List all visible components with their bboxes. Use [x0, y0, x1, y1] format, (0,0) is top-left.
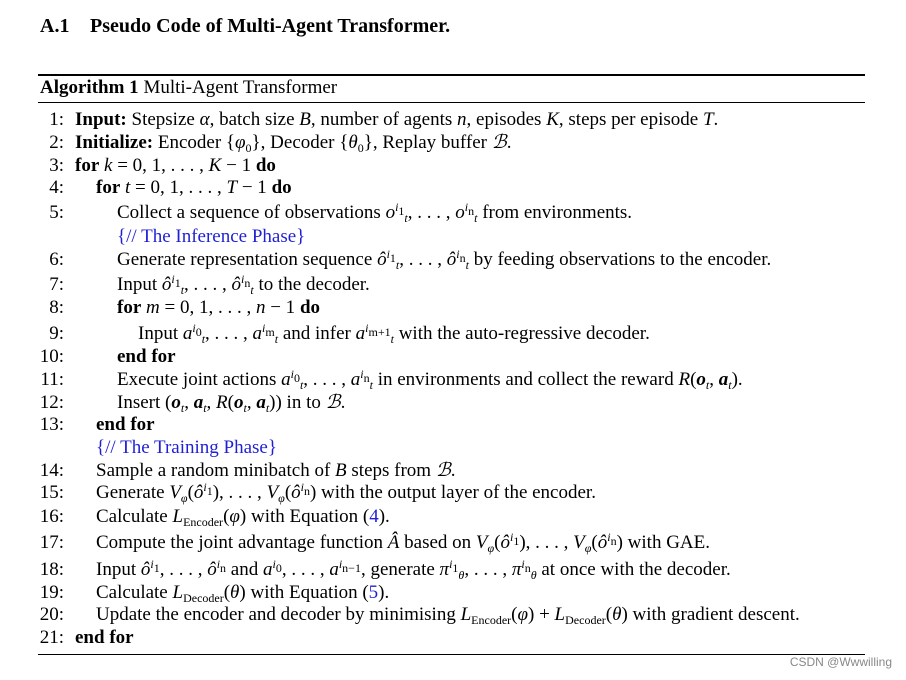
line-number: 17: — [39, 532, 64, 553]
line-number: 9: — [49, 323, 64, 344]
watermark: CSDN @Wwwilling — [789, 655, 892, 669]
line-number: 21: — [39, 627, 64, 648]
line-number: 18: — [39, 559, 64, 580]
algorithm-top-rule — [38, 74, 865, 76]
line-content: Generate representation sequence $ô^{i_1}_t$, . . . , $ô^{i_n}_t$ by feeding observations to the encoder. — [117, 247, 772, 272]
line-number: 10: — [39, 346, 64, 367]
line-content: Compute the joint advantage function Â based on $V_\varphi(ô^{i_1})$, . . . , $V_\varphi(ô^{i_n})$ with GAE. — [96, 530, 710, 555]
line-number: 13: — [39, 414, 64, 435]
algorithm-title — [40, 77, 337, 99]
line-content: {// The Inference Phase} — [117, 226, 306, 247]
line-content: Sample a random minibatch of B steps from ℬ. — [96, 460, 456, 481]
line-number: 7: — [49, 274, 64, 295]
section-title: Pseudo Code of Multi-Agent Transformer. — [90, 15, 451, 37]
line-number: 14: — [39, 460, 64, 481]
line-content: Insert ($o_t$, $a_t$, $R(o_t$, $a_t$)) in to ℬ. — [117, 392, 346, 415]
line-content: Update the encoder and decoder by minimising $L_{Encoder}(\varphi) + L_{Decoder}(\theta)$ with gradient descent. — [96, 604, 800, 627]
line-content: Input $ô^{i_1}_t$, . . . , $ô^{i_n}_t$ to the decoder. — [117, 272, 370, 297]
line-content: for t = 0, 1, . . . , T − 1 do — [96, 177, 292, 198]
line-content: Input: Stepsize α, batch size B, number of agents n, episodes K, steps per episode T. — [75, 109, 719, 130]
line-number: 4: — [49, 177, 64, 198]
line-number: 20: — [39, 604, 64, 625]
algorithm-label: Algorithm 1 — [40, 77, 139, 98]
line-content: Calculate $L_{Decoder}(\theta)$ with Equation (5). — [96, 582, 390, 605]
algorithm-header-rule — [38, 102, 865, 103]
line-content: for k = 0, 1, . . . , K − 1 do — [75, 155, 276, 176]
line-number: 16: — [39, 506, 64, 527]
line-number: 6: — [49, 249, 64, 270]
line-number: 2: — [49, 132, 64, 153]
line-content: end for — [96, 414, 155, 435]
line-number: 8: — [49, 297, 64, 318]
line-number: 3: — [49, 155, 64, 176]
line-content: Input $a^{i_0}_t$, . . . , $a^{i_m}_t$ and infer $a^{i_{m+1}}_t$ with the auto-regressive decoder. — [138, 321, 650, 346]
line-content: Calculate $L_{Encoder}(\varphi)$ with Equation (4). — [96, 506, 390, 529]
line-number: 1: — [49, 109, 64, 130]
line-content: end for — [117, 346, 176, 367]
line-content: end for — [75, 627, 134, 648]
line-content: Generate $V_\varphi(ô^{i_1})$, . . . , $V_\varphi(ô^{i_n})$ with the output layer of the encoder. — [96, 480, 596, 505]
line-number: 12: — [39, 392, 64, 413]
line-number: 19: — [39, 582, 64, 603]
algorithm-name: Multi-Agent Transformer — [143, 77, 338, 98]
line-content: Execute joint actions $a^{i_0}_t$, . . . , $a^{i_n}_t$ in environments and collect the reward $R(o_t$, $a_t$). — [117, 367, 743, 392]
line-content: Collect a sequence of observations $o^{i_1}_t$, . . . , $o^{i_n}_t$ from environments. — [117, 200, 633, 225]
section-number: A.1 — [40, 15, 70, 37]
section-heading — [40, 15, 450, 38]
line-content: for m = 0, 1, . . . , n − 1 do — [117, 297, 321, 318]
line-content: {// The Training Phase} — [96, 437, 277, 458]
line-number: 11: — [40, 369, 64, 390]
line-content: Input $ô^{i_1}$, . . . , $ô^{i_n}$ and $a^{i_0}$, . . . , $a^{i_{n-1}}$, generate $\pi^{i_1}_\theta$, . . . , $\pi^{i_n}_\theta$ at once with the decoder. — [96, 557, 731, 582]
line-number: 5: — [49, 202, 64, 223]
line-number: 15: — [39, 482, 64, 503]
algorithm-bottom-rule — [38, 654, 865, 655]
line-content: Initialize: Encoder $\{\varphi_0\}$, Decoder $\{\theta_0\}$, Replay buffer ℬ. — [75, 132, 512, 155]
